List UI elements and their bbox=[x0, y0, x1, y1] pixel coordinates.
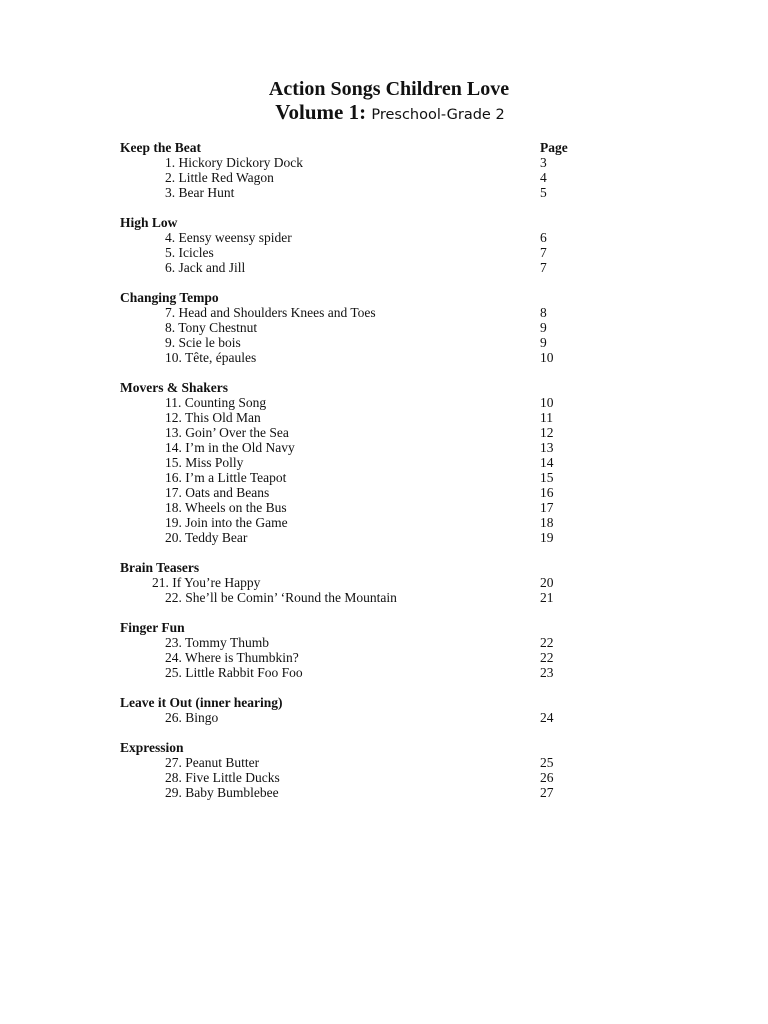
song-title: 17. Oats and Beans bbox=[165, 485, 270, 500]
toc-entry bbox=[120, 665, 600, 680]
toc-entry bbox=[120, 440, 600, 455]
song-title: 25. Little Rabbit Foo Foo bbox=[165, 665, 303, 680]
grade-subtitle: Preschool-Grade 2 bbox=[371, 107, 505, 123]
page-number: 24 bbox=[540, 710, 554, 725]
section-heading-row bbox=[120, 695, 600, 710]
toc-section bbox=[120, 620, 600, 680]
song-title: 27. Peanut Butter bbox=[165, 755, 260, 770]
page-number: 6 bbox=[540, 230, 547, 245]
section-heading-row bbox=[120, 380, 600, 395]
section-heading: Finger Fun bbox=[120, 620, 185, 635]
song-title: 22. She’ll be Comin’ ‘Round the Mountain bbox=[165, 590, 397, 605]
toc-entry bbox=[120, 350, 600, 365]
song-title: 21. If You’re Happy bbox=[152, 575, 261, 590]
page-number: 3 bbox=[540, 155, 547, 170]
toc-section bbox=[120, 740, 600, 800]
toc-section bbox=[120, 140, 600, 200]
song-title: 16. I’m a Little Teapot bbox=[165, 470, 287, 485]
toc-entry bbox=[120, 335, 600, 350]
toc-entry bbox=[120, 230, 600, 245]
page-number: 21 bbox=[540, 590, 554, 605]
toc-entry bbox=[120, 635, 600, 650]
song-title: 9. Scie le bois bbox=[165, 335, 241, 350]
toc-entry bbox=[120, 710, 600, 725]
song-title: 8. Tony Chestnut bbox=[165, 320, 258, 335]
song-title: 6. Jack and Jill bbox=[165, 260, 246, 275]
toc-entry bbox=[120, 590, 600, 605]
song-title: 13. Goin’ Over the Sea bbox=[165, 425, 289, 440]
section-heading: Leave it Out (inner hearing) bbox=[120, 695, 283, 710]
page-number: 8 bbox=[540, 305, 547, 320]
volume-line bbox=[0, 100, 768, 127]
toc-entry bbox=[120, 155, 600, 170]
toc-section bbox=[120, 380, 600, 545]
toc-entry bbox=[120, 755, 600, 770]
song-title: 23. Tommy Thumb bbox=[165, 635, 269, 650]
page-number: 5 bbox=[540, 185, 547, 200]
page-number: 20 bbox=[540, 575, 554, 590]
toc-entry bbox=[120, 260, 600, 275]
toc-section bbox=[120, 290, 600, 365]
song-title: 10. Tête, épaules bbox=[165, 350, 257, 365]
section-heading-row bbox=[120, 215, 600, 230]
page-number: 25 bbox=[540, 755, 554, 770]
toc-entry bbox=[120, 410, 600, 425]
page-number: 7 bbox=[540, 245, 547, 260]
page-number: 26 bbox=[540, 770, 554, 785]
toc-section bbox=[120, 695, 600, 725]
song-title: 14. I’m in the Old Navy bbox=[165, 440, 295, 455]
page-number: 10 bbox=[540, 350, 554, 365]
section-heading: Changing Tempo bbox=[120, 290, 219, 305]
page-number: 10 bbox=[540, 395, 554, 410]
section-heading: Keep the Beat bbox=[120, 140, 201, 155]
song-title: 2. Little Red Wagon bbox=[165, 170, 274, 185]
section-heading: Expression bbox=[120, 740, 184, 755]
toc-entry bbox=[120, 530, 600, 545]
song-title: 7. Head and Shoulders Knees and Toes bbox=[165, 305, 376, 320]
song-title: 12. This Old Man bbox=[165, 410, 261, 425]
section-heading: High Low bbox=[120, 215, 178, 230]
page-number: 7 bbox=[540, 260, 547, 275]
song-title: 15. Miss Polly bbox=[165, 455, 244, 470]
toc-entry bbox=[120, 455, 600, 470]
song-title: 28. Five Little Ducks bbox=[165, 770, 280, 785]
toc-entry bbox=[120, 425, 600, 440]
toc-entry bbox=[120, 170, 600, 185]
page-number: 22 bbox=[540, 635, 554, 650]
page-column-header: Page bbox=[540, 140, 568, 155]
song-title: 26. Bingo bbox=[165, 710, 219, 725]
document-title: Action Songs Children Love bbox=[268, 78, 510, 100]
toc-entry bbox=[120, 245, 600, 260]
song-title: 24. Where is Thumbkin? bbox=[165, 650, 299, 665]
page-number: 14 bbox=[540, 455, 554, 470]
page-number: 17 bbox=[540, 500, 554, 515]
song-title: 20. Teddy Bear bbox=[165, 530, 248, 545]
section-heading: Movers & Shakers bbox=[120, 380, 228, 395]
page-number: 11 bbox=[540, 410, 553, 425]
toc-entry bbox=[120, 500, 600, 515]
toc-entry bbox=[120, 395, 600, 410]
section-heading-row bbox=[120, 290, 600, 305]
song-title: 18. Wheels on the Bus bbox=[165, 500, 287, 515]
toc-entry bbox=[120, 785, 600, 800]
toc-entry bbox=[120, 650, 600, 665]
song-title: 11. Counting Song bbox=[165, 395, 267, 410]
song-title: 29. Baby Bumblebee bbox=[165, 785, 279, 800]
page-number: 23 bbox=[540, 665, 554, 680]
toc-entry bbox=[120, 470, 600, 485]
page-number: 9 bbox=[540, 335, 547, 350]
song-title: 19. Join into the Game bbox=[165, 515, 288, 530]
toc-entry bbox=[120, 305, 600, 320]
page-number: 13 bbox=[540, 440, 554, 455]
toc-entry bbox=[120, 515, 600, 530]
toc-entry bbox=[120, 320, 600, 335]
page-number: 19 bbox=[540, 530, 554, 545]
page-number: 15 bbox=[540, 470, 554, 485]
table-of-contents bbox=[120, 140, 600, 815]
song-title: 4. Eensy weensy spider bbox=[165, 230, 292, 245]
toc-section bbox=[120, 215, 600, 275]
toc-entry bbox=[120, 485, 600, 500]
section-heading-row bbox=[120, 620, 600, 635]
page-number: 22 bbox=[540, 650, 554, 665]
song-title: 3. Bear Hunt bbox=[165, 185, 235, 200]
toc-entry bbox=[120, 575, 600, 590]
song-title: 1. Hickory Dickory Dock bbox=[165, 155, 303, 170]
section-heading: Brain Teasers bbox=[120, 560, 200, 575]
page-number: 18 bbox=[540, 515, 554, 530]
toc-section bbox=[120, 560, 600, 605]
page-number: 12 bbox=[540, 425, 554, 440]
page-number: 9 bbox=[540, 320, 547, 335]
page-number: 27 bbox=[540, 785, 554, 800]
song-title: 5. Icicles bbox=[165, 245, 214, 260]
toc-entry bbox=[120, 770, 600, 785]
document-title-block bbox=[0, 78, 768, 127]
section-heading-row bbox=[120, 560, 600, 575]
volume-label: Volume 1: bbox=[275, 100, 367, 124]
page-number: 4 bbox=[540, 170, 547, 185]
page-number: 16 bbox=[540, 485, 554, 500]
section-heading-row bbox=[120, 740, 600, 755]
toc-entry bbox=[120, 185, 600, 200]
section-heading-row bbox=[120, 140, 600, 155]
